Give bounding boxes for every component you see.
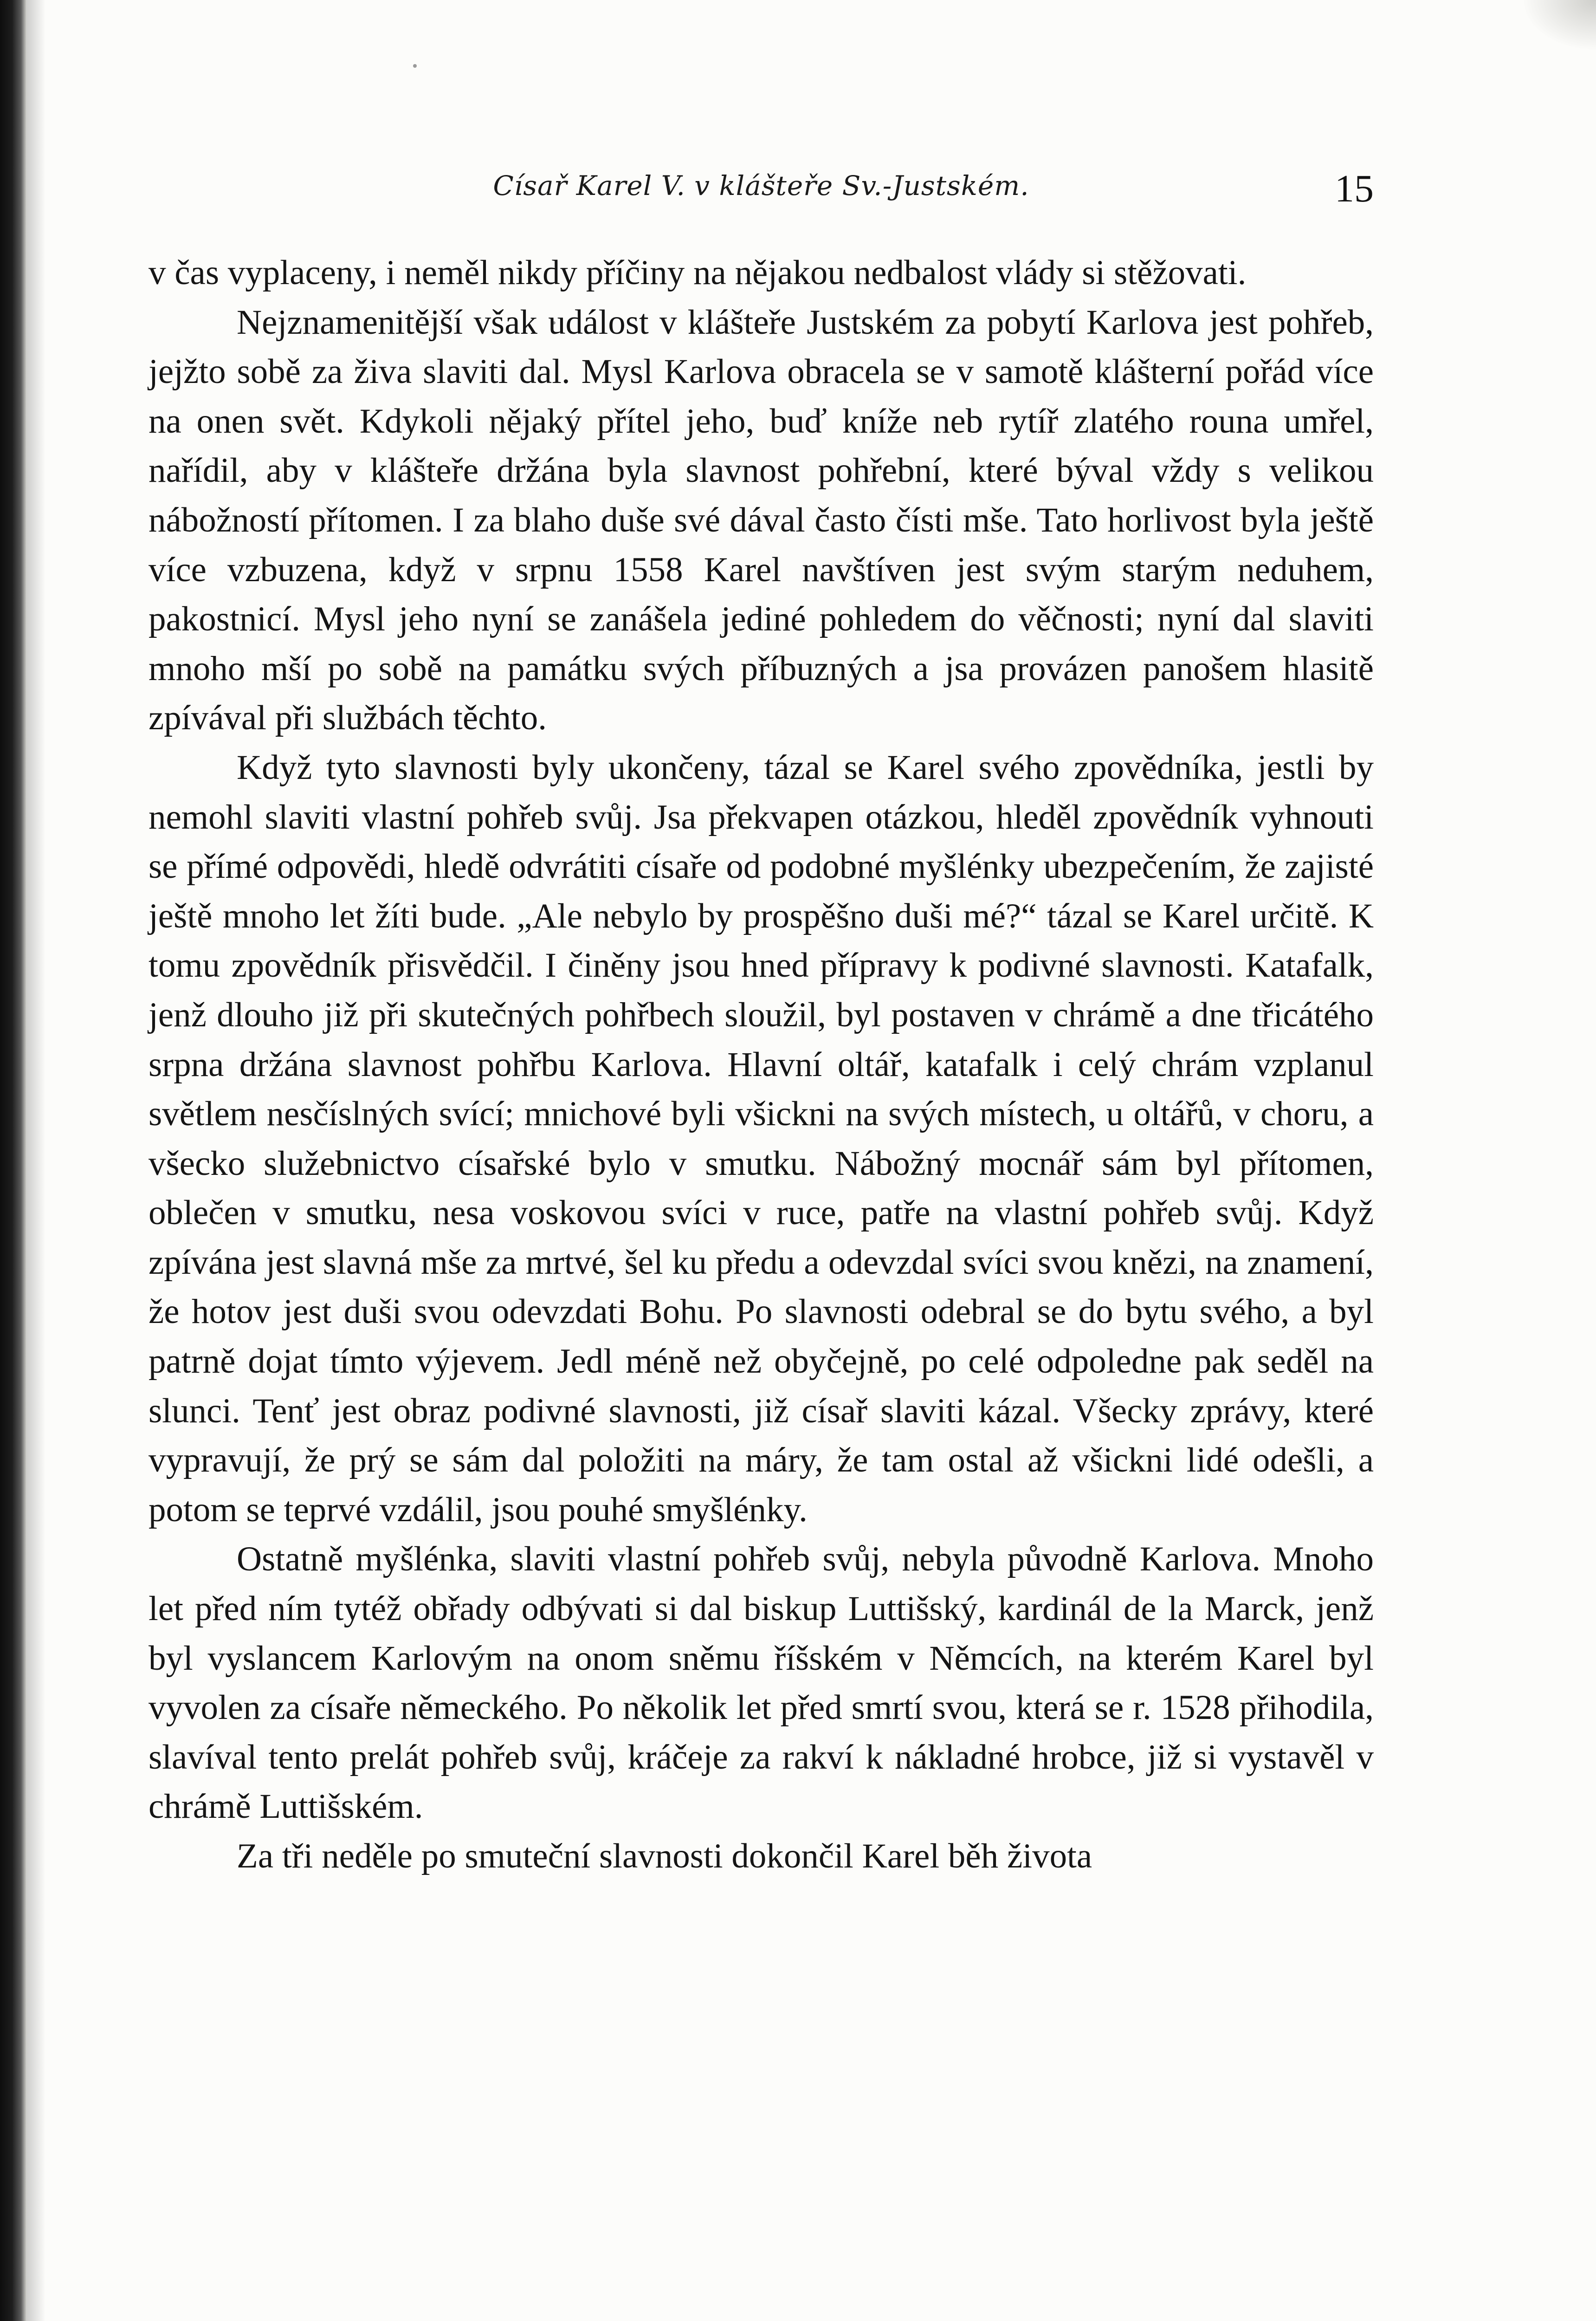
page-corner-shadow <box>1522 0 1596 51</box>
paper-speck <box>413 64 417 68</box>
book-spine-shadow <box>0 0 27 2321</box>
paragraph: Nejznamenitější však událost v klášteře Justském za pobytí Karlova jest pohřeb, jejžto sobě za živa slaviti dal. Mysl Karlova obracela se v samotě klášterní pořád více na onen svět. Kdykoli nějaký přítel jeho, buď kníže neb rytíř zlatého rouna umřel, nařídil, aby v klášteře držána byla slavnost pohřební, které býval vždy s velikou nábožností přítomen. I za blaho duše své dával často čísti mše. Tato horlivost byla ještě více vzbuzena, když v srpnu 1558 Karel navštíven jest svým starým neduhem, pakostnicí. Mysl jeho nyní se zanášela jediné pohledem do věčnosti; nyní dal slaviti mnoho mší po sobě na památku svých příbuzných a jsa provázen panošem hlasitě zpívával při službách těchto. <box>149 303 1374 738</box>
page-number: 15 <box>1335 167 1374 210</box>
page-header <box>149 165 1374 216</box>
paragraph: Když tyto slavnosti byly ukončeny, tázal se Karel svého zpovědníka, jestli by nemohl slaviti vlastní pohřeb svůj. Jsa překvapen otázkou, hleděl zpovědník vyhnouti se přímé odpovědi, hledě odvrátiti císaře od podobné myšlénky ubezpečením, že zajisté ještě mnoho let žíti bude. „Ale nebylo by prospěšno duši mé?“ tázal se Karel určitě. K tomu zpovědník přisvědčil. I činěny jsou hned přípravy k podivné slavnosti. Katafalk, jenž dlouho již při skutečných pohřbech sloužil, byl postaven v chrámě a dne třicátého srpna držána slavnost pohřbu Karlova. Hlavní oltář, katafalk i celý chrám vzplanul světlem nesčíslných svící; mnichové byli všickni na svých místech, u oltářů, v choru, a všecko služebnictvo císařské bylo v smutku. Nábožný mocnář sám byl přítomen, oblečen v smutku, nesa voskovou svíci v ruce, patře na vlastní pohřeb svůj. Když zpívána jest slavná mše za mrtvé, šel ku předu a odevzdal svíci svou knězi, na znamení, že hotov jest duši svou odevzdati Bohu. Po slavnosti odebral se do bytu svého, a byl patrně dojat tímto výjevem. Jedl méně než obyčejně, po celé odpoledne pak seděl na slunci. Tenť jest obraz podivné slavnosti, již císař slaviti kázal. Všecky zprávy, které vypravují, že prý se sám dal položiti na máry, že tam ostal až všickni lidé odešli, a potom se teprvé vzdálil, jsou pouhé smyšlénky. <box>149 748 1374 1529</box>
body-text <box>149 248 1374 1881</box>
running-title: Císař Karel V. v klášteře Sv.-Justském. <box>493 170 1029 201</box>
paragraph-continuation: v čas vyplaceny, i neměl nikdy příčiny na nějakou nedbalost vlády si stěžovati. <box>149 253 1247 292</box>
gutter-shadow <box>27 0 45 2321</box>
paragraph: Ostatně myšlénka, slaviti vlastní pohřeb svůj, nebyla původně Karlova. Mnoho let před ním tytéž obřady odbývati si dal biskup Luttišský, kardinál de la Marck, jenž byl vyslancem Karlovým na onom sněmu říšském v Němcích, na kterém Karel byl vyvolen za císaře německého. Po několik let před smrtí svou, která se r. 1528 přihodila, slavíval tento prelát pohřeb svůj, kráčeje za rakví k nákladné hrobce, již si vystavěl v chrámě Luttišském. <box>149 1540 1374 1826</box>
paragraph-last: Za tři neděle po smuteční slavnosti dokončil Karel běh života <box>237 1837 1092 1875</box>
